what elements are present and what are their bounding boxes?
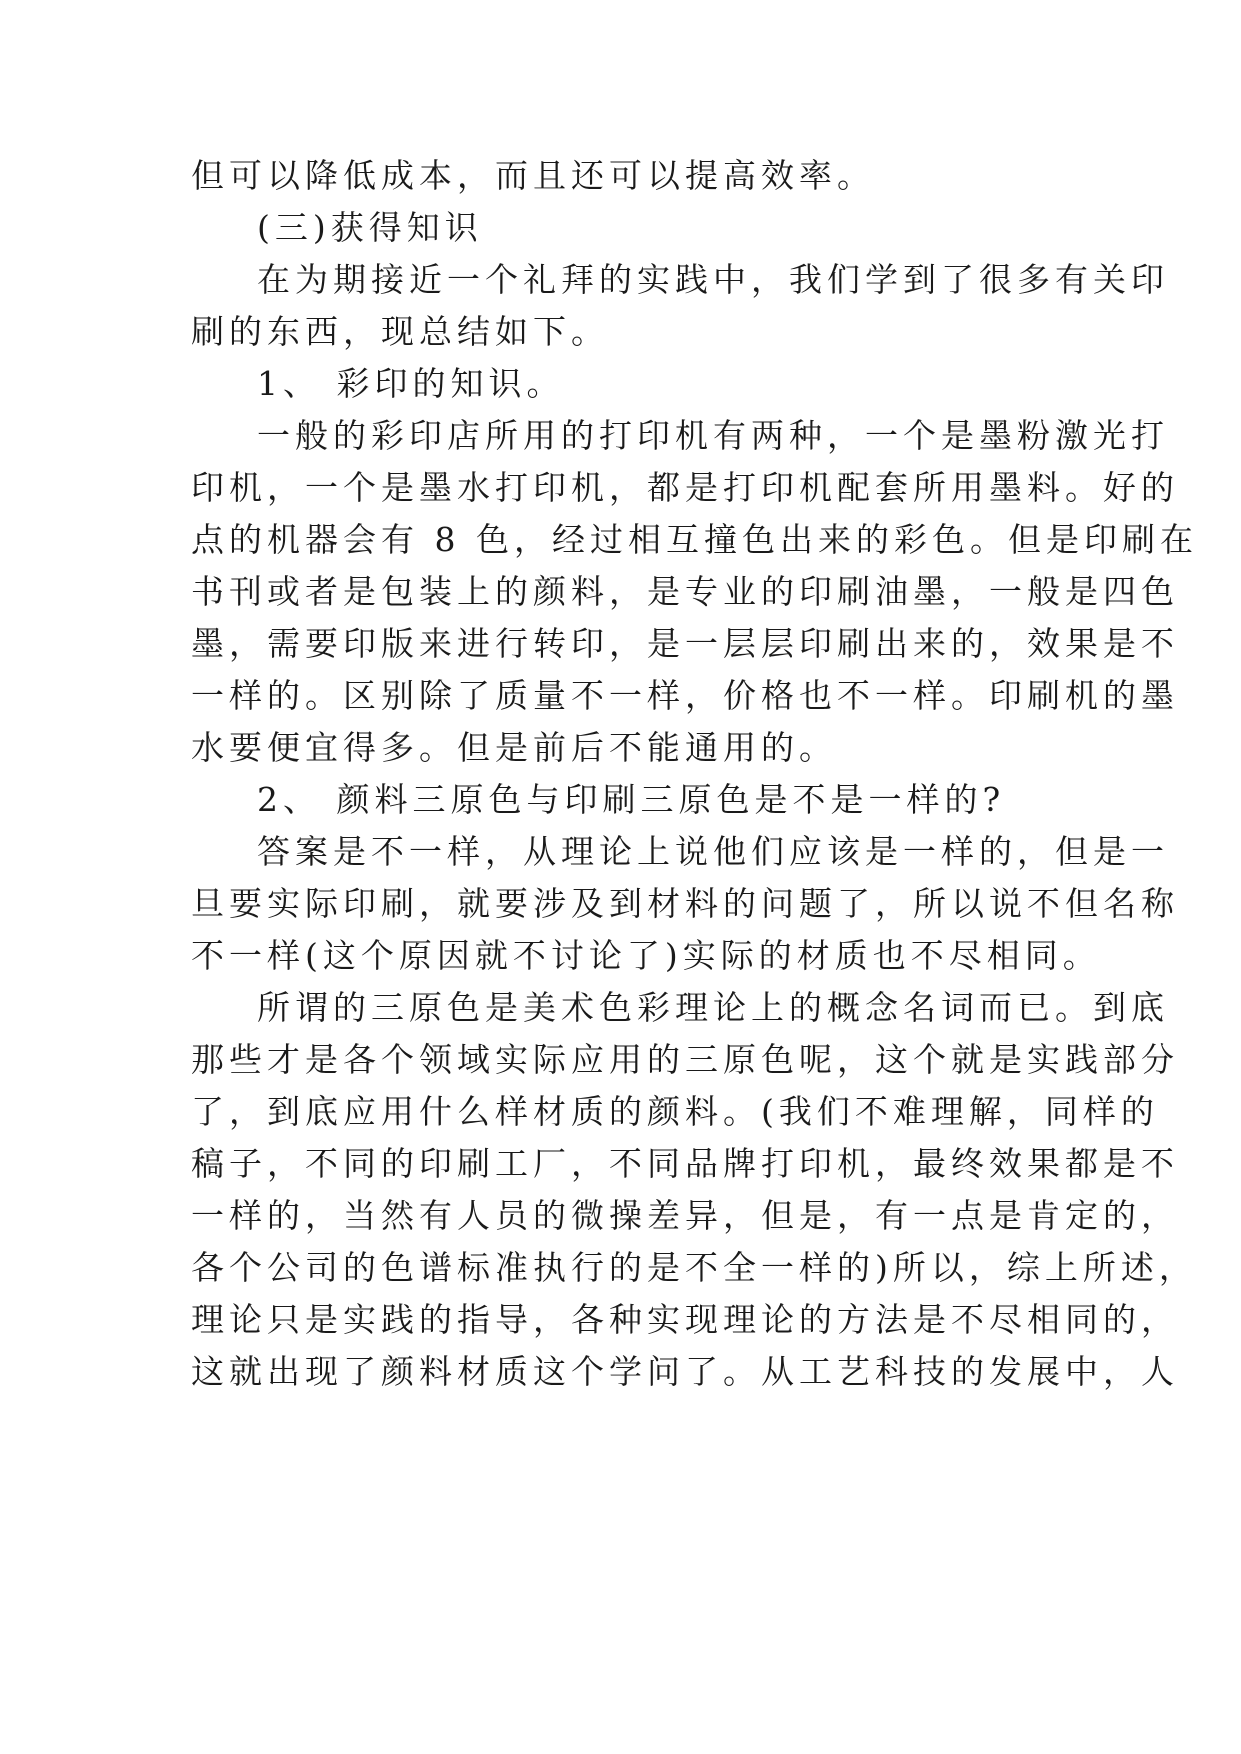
text-line: 各个公司的色谱标准执行的是不全一样的)所以，综上所述， bbox=[191, 1248, 1197, 1287]
text-line: 那些才是各个领域实际应用的三原色呢，这个就是实践部分 bbox=[191, 1040, 1179, 1079]
text-line: 稿子，不同的印刷工厂，不同品牌打印机，最终效果都是不 bbox=[191, 1144, 1179, 1183]
text-line: 墨，需要印版来进行转印，是一层层印刷出来的，效果是不 bbox=[191, 624, 1179, 663]
text-line: 点的机器会有 8 色，经过相互撞色出来的彩色。但是印刷在 bbox=[191, 520, 1198, 559]
text-line: 理论只是实践的指导，各种实现理论的方法是不尽相同的， bbox=[191, 1300, 1179, 1339]
text-line: 刷的东西，现总结如下。 bbox=[191, 312, 609, 351]
text-line: 但可以降低成本，而且还可以提高效率。 bbox=[191, 156, 875, 195]
text-line: 书刊或者是包装上的颜料，是专业的印刷油墨，一般是四色 bbox=[191, 572, 1179, 611]
text-line: 不一样(这个原因就不讨论了)实际的材质也不尽相同。 bbox=[191, 936, 1101, 975]
text-line: 一样的，当然有人员的微操差异，但是，有一点是肯定的， bbox=[191, 1196, 1179, 1235]
text-line: 答案是不一样，从理论上说他们应该是一样的，但是一 bbox=[257, 832, 1169, 871]
numbered-heading: 1、 彩印的知识。 bbox=[257, 364, 565, 403]
text-line: 一般的彩印店所用的打印机有两种，一个是墨粉激光打 bbox=[257, 416, 1169, 455]
text-line: 一样的。区别除了质量不一样，价格也不一样。印刷机的墨 bbox=[191, 676, 1179, 715]
text-line: 这就出现了颜料材质这个学问了。从工艺科技的发展中，人 bbox=[191, 1352, 1179, 1391]
text-line: 所谓的三原色是美术色彩理论上的概念名词而已。到底 bbox=[257, 988, 1169, 1027]
text-line: 旦要实际印刷，就要涉及到材料的问题了，所以说不但名称 bbox=[191, 884, 1179, 923]
text-line: 在为期接近一个礼拜的实践中，我们学到了很多有关印 bbox=[257, 260, 1169, 299]
section-heading: (三)获得知识 bbox=[257, 208, 483, 247]
text-line: 印机，一个是墨水打印机，都是打印机配套所用墨料。好的 bbox=[191, 468, 1179, 507]
text-line: 水要便宜得多。但是前后不能通用的。 bbox=[191, 728, 837, 767]
text-line: 了，到底应用什么样材质的颜料。(我们不难理解，同样的 bbox=[191, 1092, 1159, 1131]
numbered-heading: 2、 颜料三原色与印刷三原色是不是一样的? bbox=[257, 780, 1006, 819]
